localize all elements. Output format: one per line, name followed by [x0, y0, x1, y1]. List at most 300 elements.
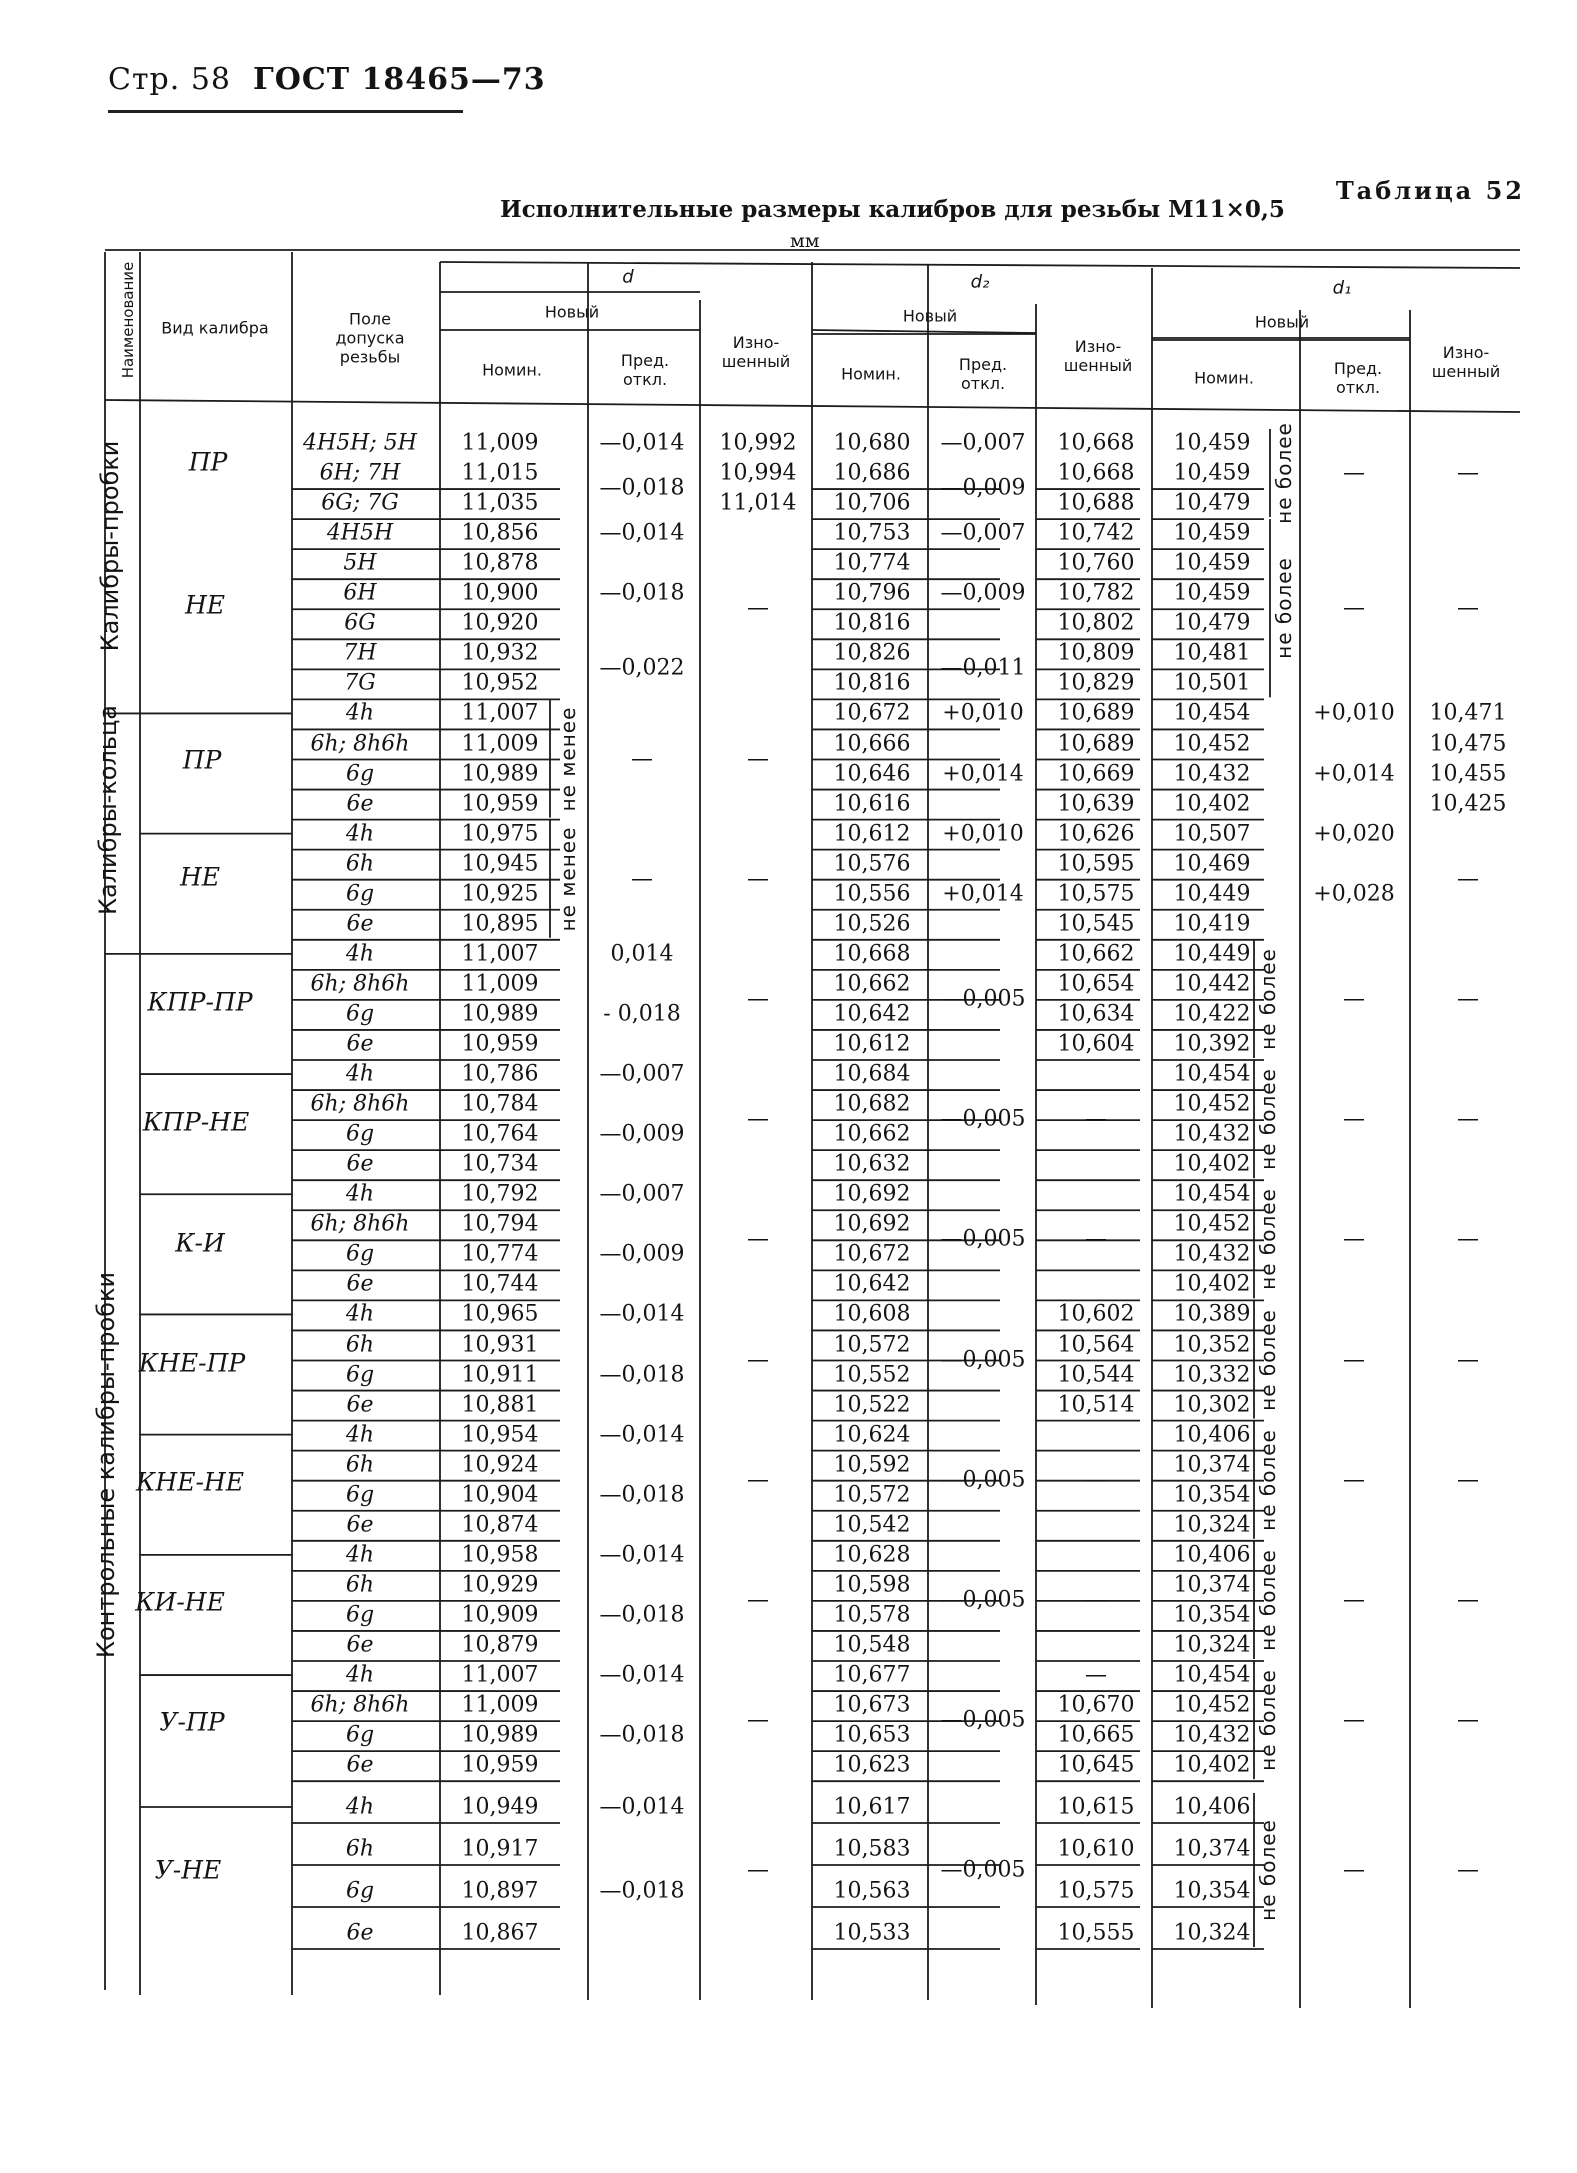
d-nominal: 10,954	[461, 1422, 539, 1448]
d2-nominal: 10,653	[833, 1722, 911, 1748]
thread-tolerance: 6e	[346, 1031, 374, 1057]
d-deviation: —0,018	[599, 1878, 685, 1904]
thread-tolerance: 6g	[345, 1482, 375, 1508]
d2-nominal: 10,542	[833, 1512, 911, 1538]
d-nominal: 10,895	[461, 911, 539, 937]
d-deviation: —0,014	[599, 1301, 685, 1327]
header-d1-worn: Изно- шенный	[1431, 343, 1501, 381]
note-ne-bolee: не более	[1256, 1549, 1280, 1651]
d-nominal: 11,009	[461, 1692, 539, 1718]
d1-nominal: 10,354	[1173, 1878, 1251, 1904]
d1-nominal: 10,479	[1173, 490, 1251, 516]
d-deviation: —0,018	[599, 580, 685, 606]
d2-deviation: —0,005	[940, 1587, 1026, 1613]
note-ne-bolee: не более	[1256, 1428, 1280, 1531]
d1-nominal: 10,459	[1173, 520, 1251, 546]
d-worn: —	[747, 986, 769, 1012]
d2-worn: 10,615	[1057, 1794, 1135, 1820]
d-nominal: 10,989	[461, 761, 539, 787]
d-nominal: 10,734	[461, 1151, 539, 1177]
d2-nominal: 10,563	[833, 1878, 911, 1904]
d-nominal: 10,965	[461, 1301, 539, 1327]
d1-worn: —	[1457, 866, 1479, 892]
d1-deviation: —	[1343, 1587, 1365, 1613]
d-nominal: 10,874	[461, 1512, 539, 1538]
d1-worn: —	[1457, 1587, 1479, 1613]
d-deviation: 0,014	[610, 941, 674, 967]
d-nominal: 10,744	[461, 1271, 539, 1297]
thread-tolerance: 6G; 7G	[321, 490, 399, 516]
note-ne-bolee: не более	[1256, 948, 1280, 1050]
d1-nominal: 10,432	[1173, 1241, 1251, 1267]
thread-tolerance: 6g	[345, 1602, 375, 1628]
d1-nominal: 10,354	[1173, 1602, 1251, 1628]
thread-tolerance: 6H	[343, 580, 377, 606]
d1-worn: 10,471	[1429, 700, 1507, 726]
header-d2-worn: Изно- шенный	[1063, 337, 1133, 375]
gauge-kind: НЕ	[184, 590, 226, 620]
d1-nominal: 10,332	[1173, 1362, 1251, 1388]
d2-deviation: —0,005	[940, 1347, 1026, 1373]
d2-nominal: 10,616	[833, 791, 911, 817]
d1-nominal: 10,459	[1173, 550, 1251, 576]
d2-nominal: 10,692	[833, 1181, 911, 1207]
d-deviation: —0,009	[599, 1121, 685, 1147]
d1-worn: —	[1457, 595, 1479, 621]
thread-tolerance: 4h	[345, 821, 375, 847]
note-ne-menee: не менее	[556, 706, 580, 811]
d-deviation: —0,014	[599, 430, 685, 456]
thread-tolerance: 6g	[345, 1001, 375, 1027]
note-ne-bolee: не более	[1256, 1308, 1280, 1411]
d2-nominal: 10,646	[833, 761, 911, 787]
d-nominal: 10,920	[461, 610, 539, 636]
d2-worn: 10,544	[1057, 1362, 1135, 1388]
d-nominal: 10,881	[461, 1392, 539, 1418]
d-deviation: —0,014	[599, 520, 685, 546]
page-number: Стр. 58	[108, 62, 232, 97]
d2-nominal: 10,672	[833, 1241, 911, 1267]
thread-tolerance: 6H; 7H	[319, 460, 401, 486]
group-plug-gauges: Калибры-пробки	[96, 440, 124, 652]
d1-nominal: 10,449	[1173, 941, 1251, 967]
d1-nominal: 10,432	[1173, 761, 1251, 787]
thread-tolerance: 4h	[345, 1181, 375, 1207]
d2-worn: 10,639	[1057, 791, 1135, 817]
d1-worn: —	[1457, 1106, 1479, 1132]
d-nominal: 10,931	[461, 1332, 539, 1357]
d1-nominal: 10,324	[1173, 1920, 1251, 1946]
d1-nominal: 10,459	[1173, 580, 1251, 606]
d2-nominal: 10,680	[833, 430, 911, 456]
thread-tolerance: 6e	[346, 791, 374, 817]
d1-worn: —	[1457, 460, 1479, 486]
header-d-deviation: Пред. откл.	[620, 351, 670, 389]
d1-nominal: 10,406	[1173, 1542, 1251, 1568]
d2-nominal: 10,666	[833, 731, 911, 756]
d1-nominal: 10,406	[1173, 1794, 1251, 1820]
d-deviation: —0,007	[599, 1181, 685, 1207]
d-deviation: - 0,018	[603, 1001, 681, 1027]
gauge-kind: КИ-НЕ	[135, 1587, 225, 1617]
d-nominal: 10,897	[461, 1878, 539, 1904]
d1-nominal: 10,459	[1173, 460, 1251, 486]
thread-tolerance: 6g	[345, 1362, 375, 1388]
gauge-kind: У-ПР	[159, 1707, 225, 1737]
gauge-kind: КПР-ПР	[147, 987, 253, 1017]
d-worn: —	[747, 1587, 769, 1613]
d-nominal: 10,904	[461, 1482, 539, 1508]
header-d2: d₂	[970, 271, 990, 293]
d-nominal: 11,015	[461, 460, 539, 486]
d2-nominal: 10,533	[833, 1920, 911, 1946]
thread-tolerance: 6h; 8h6h	[310, 1692, 410, 1718]
gauge-kind: НЕ	[179, 862, 221, 892]
thread-tolerance: 6e	[346, 1632, 374, 1658]
d2-worn: 10,645	[1057, 1752, 1135, 1778]
d-nominal: 10,929	[461, 1572, 539, 1598]
d-deviation: —	[631, 746, 653, 772]
grid-line	[812, 330, 1036, 333]
d-nominal: 10,867	[461, 1920, 539, 1946]
header-d-nominal: Номин.	[482, 360, 542, 380]
d2-nominal: 10,692	[833, 1211, 911, 1237]
d2-nominal: 10,556	[833, 881, 911, 907]
d2-worn: —	[1085, 1587, 1107, 1613]
gauge-kind: КНЕ-НЕ	[136, 1467, 244, 1497]
group-ring-gauges: Калибры-кольца	[94, 704, 122, 916]
d2-deviation: —0,005	[940, 1707, 1026, 1733]
d1-nominal: 10,481	[1173, 640, 1251, 666]
d2-worn: 10,669	[1057, 761, 1135, 787]
d1-deviation: —	[1343, 1467, 1365, 1493]
header-d2-nominal: Номин.	[841, 364, 901, 384]
standard-number: ГОСТ 18465—73	[253, 62, 546, 97]
d-nominal: 11,007	[461, 700, 539, 726]
d-deviation: —0,018	[599, 475, 685, 501]
d-worn: —	[747, 866, 769, 892]
thread-tolerance: 4h	[345, 700, 375, 726]
d2-worn: 10,545	[1057, 911, 1135, 937]
d2-worn: 10,742	[1057, 520, 1135, 546]
d-nominal: 11,009	[461, 430, 539, 456]
d1-deviation: —	[1343, 1707, 1365, 1733]
d-nominal: 10,856	[461, 520, 539, 546]
d-worn: 11,014	[719, 490, 797, 516]
d2-worn: 10,595	[1057, 851, 1135, 877]
d-nominal: 10,764	[461, 1121, 539, 1147]
d-deviation: —0,009	[599, 1241, 685, 1267]
d-deviation: —0,014	[599, 1662, 685, 1688]
d2-nominal: 10,617	[833, 1794, 911, 1820]
thread-tolerance: 4h	[345, 1422, 375, 1448]
d-nominal: 10,924	[461, 1452, 539, 1478]
d-deviation: —0,007	[599, 1061, 685, 1087]
thread-tolerance: 6h; 8h6h	[310, 731, 410, 756]
d1-nominal: 10,392	[1173, 1031, 1251, 1057]
d-nominal: 11,009	[461, 971, 539, 997]
d1-worn: —	[1457, 986, 1479, 1012]
thread-tolerance: 5H	[343, 550, 377, 576]
d1-nominal: 10,354	[1173, 1482, 1251, 1508]
d2-nominal: 10,816	[833, 670, 911, 696]
d2-worn: 10,575	[1057, 881, 1135, 907]
d2-worn: 10,829	[1057, 670, 1135, 696]
thread-tolerance: 6e	[346, 1752, 374, 1778]
thread-tolerance: 4h	[345, 1301, 375, 1327]
d2-worn: 10,575	[1057, 1878, 1135, 1904]
d2-deviation: +0,014	[942, 761, 1024, 787]
d1-nominal: 10,402	[1173, 1271, 1251, 1297]
d2-deviation: —0,005	[940, 1857, 1026, 1883]
d-nominal: 10,878	[461, 550, 539, 576]
d2-nominal: 10,753	[833, 520, 911, 546]
d1-worn: 10,425	[1429, 791, 1507, 817]
d1-nominal: 10,479	[1173, 610, 1251, 636]
d2-nominal: 10,576	[833, 851, 911, 877]
header-d1-nominal: Номин.	[1194, 368, 1254, 388]
d2-nominal: 10,552	[833, 1362, 911, 1388]
thread-tolerance: 6e	[346, 1512, 374, 1538]
d1-nominal: 10,389	[1173, 1301, 1251, 1327]
thread-tolerance: 6h	[345, 1572, 375, 1598]
header-d1-new: Новый	[1254, 312, 1310, 332]
d1-worn: —	[1457, 1226, 1479, 1252]
d-deviation: —0,018	[599, 1482, 685, 1508]
header-d-worn: Изно- шенный	[721, 333, 791, 371]
d-worn: —	[747, 1226, 769, 1252]
d2-worn: 10,555	[1057, 1920, 1135, 1946]
note-ne-bolee: не более	[1272, 422, 1296, 524]
d2-worn: 10,688	[1057, 490, 1135, 516]
d2-worn: 10,782	[1057, 580, 1135, 606]
d-worn: —	[747, 746, 769, 772]
d2-nominal: 10,774	[833, 550, 911, 576]
d1-nominal: 10,449	[1173, 881, 1251, 907]
gauge-kind: К-И	[175, 1228, 225, 1258]
d2-deviation: —0,005	[940, 1467, 1026, 1493]
d2-nominal: 10,682	[833, 1091, 911, 1117]
d2-deviation: —0,005	[940, 986, 1026, 1012]
d1-deviation: —	[1343, 1347, 1365, 1373]
d1-nominal: 10,454	[1173, 1662, 1251, 1688]
d-deviation: —0,022	[599, 655, 685, 681]
thread-tolerance: 6e	[346, 1271, 374, 1297]
d1-nominal: 10,419	[1173, 911, 1251, 937]
note-ne-menee: не менее	[556, 826, 580, 932]
d2-worn: 10,604	[1057, 1031, 1135, 1057]
d-worn: —	[747, 1106, 769, 1132]
header-tolerance: Поле допуска резьбы	[335, 309, 405, 367]
thread-tolerance: 4h	[345, 941, 375, 967]
d-nominal: 10,959	[461, 791, 539, 817]
header-d1: d₁	[1332, 277, 1352, 299]
d2-nominal: 10,623	[833, 1752, 911, 1778]
gauge-kind: У-НЕ	[154, 1855, 222, 1885]
d-nominal: 10,959	[461, 1031, 539, 1057]
d-worn: —	[747, 1347, 769, 1373]
header-d1-deviation: Пред. откл.	[1333, 359, 1383, 397]
d-nominal: 10,975	[461, 821, 539, 847]
d1-nominal: 10,459	[1173, 430, 1251, 456]
d2-worn: 10,564	[1057, 1332, 1135, 1357]
d-worn: 10,992	[719, 430, 797, 456]
d1-nominal: 10,432	[1173, 1121, 1251, 1147]
d1-nominal: 10,352	[1173, 1332, 1251, 1357]
d1-worn: —	[1457, 1467, 1479, 1493]
d2-nominal: 10,526	[833, 911, 911, 937]
d-worn: —	[747, 595, 769, 621]
d1-deviation: —	[1343, 595, 1365, 621]
thread-tolerance: 6e	[346, 1392, 374, 1418]
d2-worn: —	[1085, 1467, 1107, 1493]
d2-worn: 10,760	[1057, 550, 1135, 576]
d1-deviation: +0,028	[1313, 881, 1395, 907]
d1-nominal: 10,324	[1173, 1632, 1251, 1658]
thread-tolerance: 6g	[345, 1878, 375, 1904]
d-nominal: 10,989	[461, 1001, 539, 1027]
d2-nominal: 10,642	[833, 1001, 911, 1027]
thread-tolerance: 6h; 8h6h	[310, 1211, 410, 1237]
d-nominal: 10,932	[461, 640, 539, 666]
d1-worn: 10,475	[1429, 731, 1507, 756]
d2-worn: 10,689	[1057, 700, 1135, 726]
d1-nominal: 10,402	[1173, 791, 1251, 817]
d-nominal: 10,792	[461, 1181, 539, 1207]
d2-nominal: 10,662	[833, 971, 911, 997]
header-kind: Вид калибра	[161, 318, 269, 338]
d2-worn: 10,514	[1057, 1392, 1135, 1418]
d-nominal: 11,009	[461, 731, 539, 756]
header-name: Наименование	[119, 261, 137, 379]
d-worn: —	[747, 1857, 769, 1883]
d2-deviation: —0,009	[940, 475, 1026, 501]
d1-nominal: 10,402	[1173, 1752, 1251, 1778]
thread-tolerance: 6G	[344, 610, 376, 636]
d1-deviation: —	[1343, 1106, 1365, 1132]
d1-nominal: 10,452	[1173, 1692, 1251, 1718]
d1-nominal: 10,374	[1173, 1572, 1251, 1598]
gauge-kind: ПР	[182, 745, 222, 775]
d-nominal: 11,007	[461, 941, 539, 967]
d-nominal: 10,989	[461, 1722, 539, 1748]
d2-worn: 10,662	[1057, 941, 1135, 967]
d2-nominal: 10,592	[833, 1452, 911, 1478]
d-nominal: 10,917	[461, 1836, 539, 1862]
d2-nominal: 10,522	[833, 1392, 911, 1418]
thread-tolerance: 6e	[346, 1920, 374, 1946]
d2-deviation: —0,005	[940, 1226, 1026, 1252]
d2-nominal: 10,632	[833, 1151, 911, 1177]
d-worn: —	[747, 1467, 769, 1493]
d-deviation: —0,014	[599, 1542, 685, 1568]
note-ne-bolee: не более	[1256, 1669, 1280, 1771]
d1-nominal: 10,469	[1173, 851, 1251, 877]
thread-tolerance: 7G	[344, 670, 376, 696]
d2-nominal: 10,624	[833, 1422, 911, 1448]
table-caption: Исполнительные размеры калибров для резьбы М11×0,5	[500, 196, 1285, 223]
d1-deviation: —	[1343, 986, 1365, 1012]
d-nominal: 10,794	[461, 1211, 539, 1237]
thread-tolerance: 4h	[345, 1542, 375, 1568]
d1-deviation: +0,010	[1313, 700, 1395, 726]
note-ne-bolee: не более	[1256, 1819, 1280, 1921]
thread-tolerance: 6h	[345, 1332, 375, 1357]
d2-worn: 10,689	[1057, 731, 1135, 756]
d-nominal: 10,786	[461, 1061, 539, 1087]
d1-nominal: 10,432	[1173, 1722, 1251, 1748]
d2-nominal: 10,612	[833, 821, 911, 847]
header-d2-new: Новый	[902, 306, 958, 326]
d2-nominal: 10,706	[833, 490, 911, 516]
d-deviation: —0,018	[599, 1722, 685, 1748]
d2-worn: 10,665	[1057, 1722, 1135, 1748]
d2-nominal: 10,826	[833, 640, 911, 666]
d2-deviation: +0,014	[942, 881, 1024, 907]
d-nominal: 10,774	[461, 1241, 539, 1267]
d-nominal: 11,007	[461, 1662, 539, 1688]
d2-nominal: 10,578	[833, 1602, 911, 1628]
d2-deviation: —0,009	[940, 580, 1026, 606]
thread-tolerance: 6g	[345, 881, 375, 907]
header-d2-deviation: Пред. откл.	[958, 355, 1008, 393]
d-nominal: 10,879	[461, 1632, 539, 1658]
d1-nominal: 10,324	[1173, 1512, 1251, 1538]
d1-nominal: 10,452	[1173, 1211, 1251, 1237]
group-control-plugs: Контрольные калибры-пробки	[92, 1271, 120, 1659]
gauge-kind: ПР	[188, 447, 228, 477]
d2-worn: 10,610	[1057, 1836, 1135, 1862]
thread-tolerance: 4H5H; 5H	[303, 430, 417, 456]
d-nominal: 10,959	[461, 1752, 539, 1778]
d-nominal: 10,952	[461, 670, 539, 696]
d1-nominal: 10,406	[1173, 1422, 1251, 1448]
header-d-new: Новый	[544, 302, 600, 322]
d2-worn: 10,654	[1057, 971, 1135, 997]
d2-nominal: 10,628	[833, 1542, 911, 1568]
d2-worn: 10,670	[1057, 1692, 1135, 1718]
d1-worn: —	[1457, 1857, 1479, 1883]
d2-nominal: 10,572	[833, 1332, 911, 1357]
d1-nominal: 10,442	[1173, 971, 1251, 997]
d1-nominal: 10,454	[1173, 1061, 1251, 1087]
thread-tolerance: 6h	[345, 851, 375, 877]
d2-deviation: —0,007	[940, 430, 1026, 456]
d1-nominal: 10,374	[1173, 1452, 1251, 1478]
d1-nominal: 10,402	[1173, 1151, 1251, 1177]
thread-tolerance: 6g	[345, 1121, 375, 1147]
d-deviation: —0,018	[599, 1362, 685, 1388]
d2-nominal: 10,598	[833, 1572, 911, 1598]
d2-worn: 10,802	[1057, 610, 1135, 636]
d2-nominal: 10,686	[833, 460, 911, 486]
thread-tolerance: 6g	[345, 761, 375, 787]
d-nominal: 11,035	[461, 490, 539, 516]
d-nominal: 10,958	[461, 1542, 539, 1568]
thread-tolerance: 4h	[345, 1794, 375, 1820]
d2-nominal: 10,672	[833, 700, 911, 726]
d1-deviation: —	[1343, 460, 1365, 486]
d2-worn: 10,668	[1057, 460, 1135, 486]
d1-nominal: 10,454	[1173, 700, 1251, 726]
d2-nominal: 10,642	[833, 1271, 911, 1297]
grid-line	[440, 262, 1520, 268]
d-nominal: 10,900	[461, 580, 539, 606]
d2-nominal: 10,662	[833, 1121, 911, 1147]
thread-tolerance: 6h; 8h6h	[310, 971, 410, 997]
thread-tolerance: 4h	[345, 1061, 375, 1087]
d-deviation: —0,014	[599, 1422, 685, 1448]
